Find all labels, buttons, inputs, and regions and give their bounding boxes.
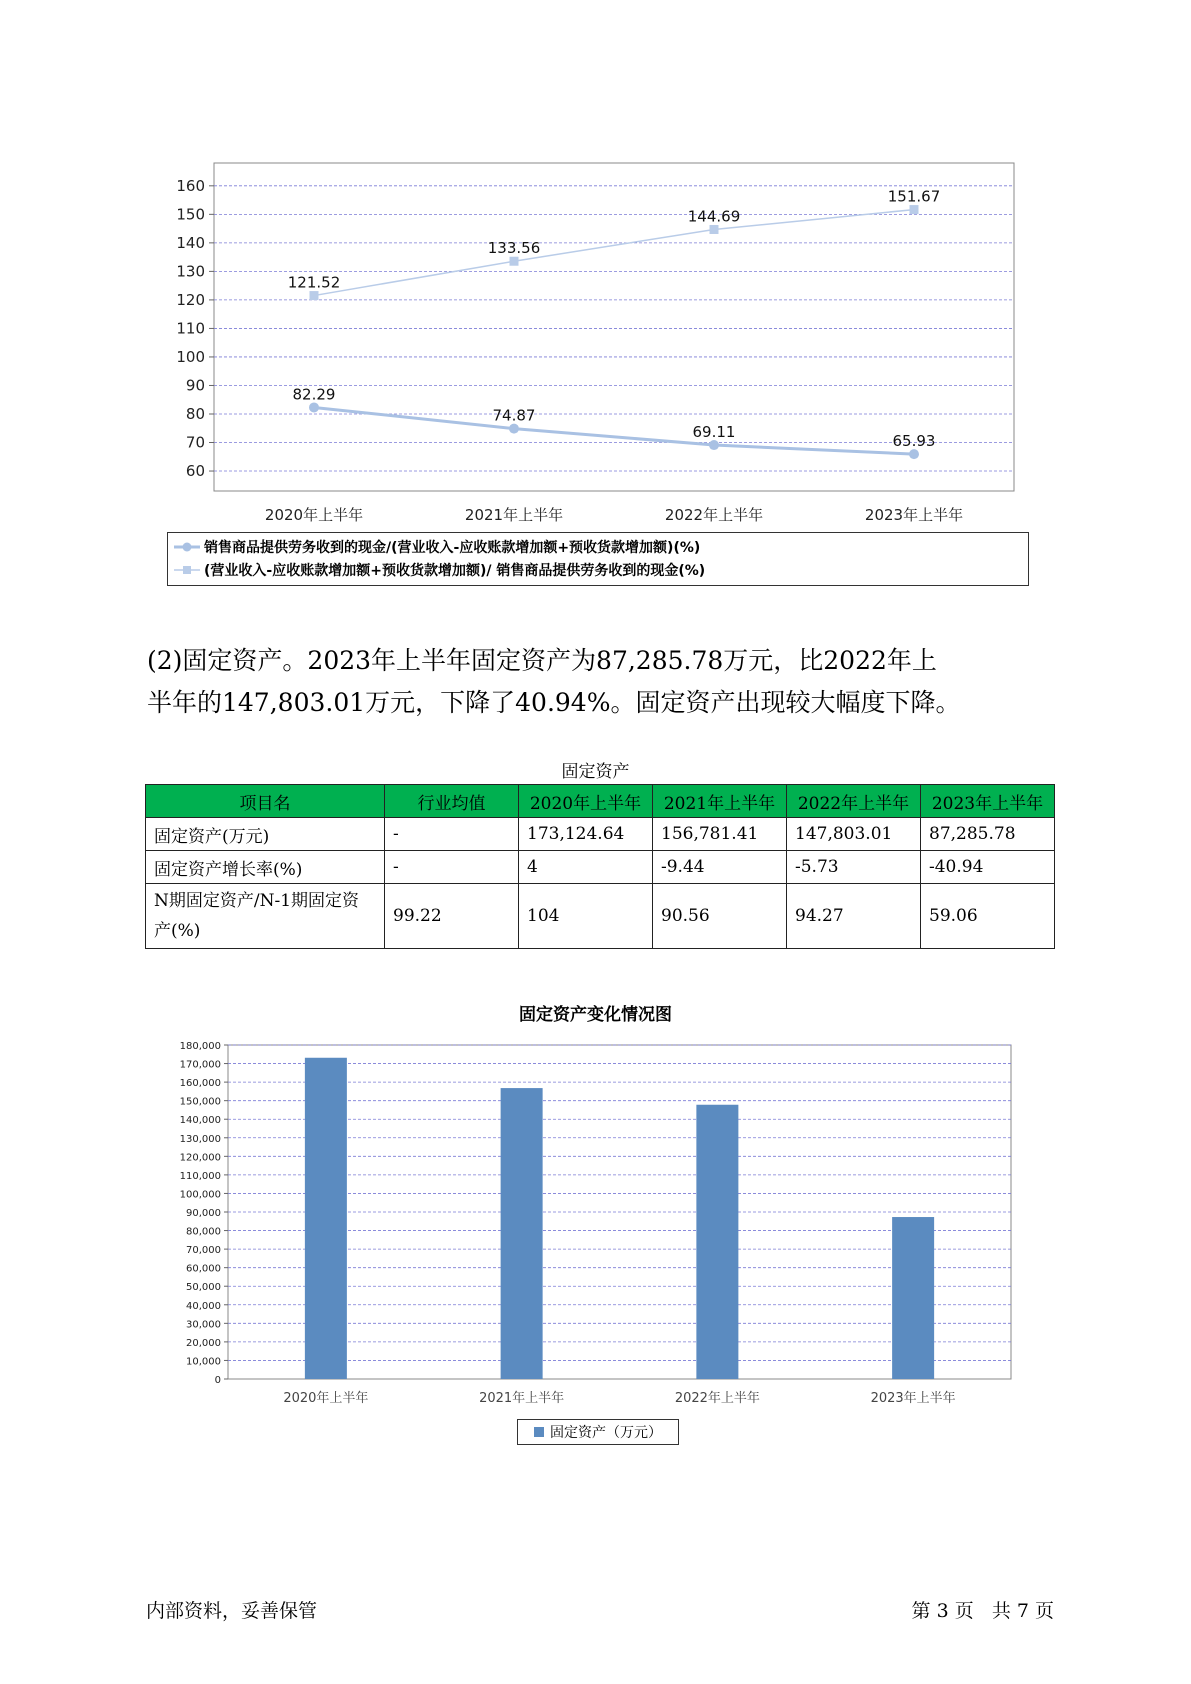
y-tick-label: 180,000 <box>179 1041 221 1052</box>
y-tick-label: 60 <box>185 462 205 481</box>
data-label: 151.67 <box>887 187 941 206</box>
table-row <box>146 818 1055 851</box>
square-marker-icon <box>174 563 200 577</box>
y-tick-label: 140,000 <box>179 1115 221 1127</box>
data-point <box>910 205 919 214</box>
y-tick-label: 70 <box>185 433 205 452</box>
table-cell: 156,781.41 <box>653 818 787 851</box>
y-tick-label: 10,000 <box>186 1356 221 1368</box>
table-header-cell: 行业均值 <box>385 785 519 818</box>
x-tick-label: 2022年上半年 <box>664 506 764 524</box>
table-cell: - <box>385 818 519 851</box>
footer-page-number: 第 3 页 共 7 页 <box>911 1600 1054 1622</box>
bar <box>501 1088 543 1379</box>
y-tick-label: 90,000 <box>186 1208 221 1219</box>
legend-label: 固定资产（万元） <box>550 1425 662 1441</box>
data-point <box>309 402 319 412</box>
table-cell: 173,124.64 <box>519 818 653 851</box>
y-tick-label: 20,000 <box>186 1337 221 1349</box>
y-tick-label: 140 <box>176 233 205 252</box>
y-tick-label: 130 <box>176 262 205 281</box>
table-cell: 4 <box>519 851 653 884</box>
x-tick-label: 2021年上半年 <box>464 506 564 524</box>
table-title: 固定资产 <box>561 762 630 782</box>
y-tick-label: 80,000 <box>186 1226 221 1238</box>
data-label: 65.93 <box>892 432 936 451</box>
bar-chart <box>0 1030 1191 1415</box>
table-cell: N期固定资产/N-1期固定资产(%) <box>146 884 385 949</box>
y-tick-label: 80 <box>185 404 205 423</box>
x-tick-label: 2023年上半年 <box>864 506 964 524</box>
legend-swatch-icon <box>534 1427 544 1437</box>
table-cell: 147,803.01 <box>787 818 921 851</box>
x-tick-label: 2020年上半年 <box>264 506 364 524</box>
y-tick-label: 90 <box>185 376 205 395</box>
data-label: 133.56 <box>487 239 541 258</box>
y-tick-label: 160,000 <box>179 1078 221 1090</box>
legend-label-series-2: (营业收入-应收账款增加额+预收货款增加额)/ 销售商品提供劳务收到的现金(%) <box>204 563 706 579</box>
x-tick-label: 2022年上半年 <box>674 1391 760 1406</box>
data-point <box>909 449 919 459</box>
y-tick-label: 100 <box>176 347 205 366</box>
legend-item-series-2 <box>174 559 705 581</box>
table-cell: 94.27 <box>787 884 921 949</box>
table-header-cell: 2020年上半年 <box>519 785 653 818</box>
paragraph-line-2: 半年的147,803.01万元，下降了40.94%。固定资产出现较大幅度下降。 <box>147 688 961 717</box>
table-header-cell: 2021年上半年 <box>653 785 787 818</box>
table-header-cell: 项目名 <box>146 785 385 818</box>
table-cell: 90.56 <box>653 884 787 949</box>
table-row <box>146 884 1055 949</box>
table-header-cell: 2022年上半年 <box>787 785 921 818</box>
y-tick-label: 120 <box>176 290 205 309</box>
y-tick-label: 170,000 <box>179 1059 221 1071</box>
table-cell: 59.06 <box>921 884 1055 949</box>
y-tick-label: 120,000 <box>179 1152 221 1164</box>
y-tick-label: 70,000 <box>186 1245 221 1257</box>
circle-marker-icon <box>174 540 200 554</box>
data-label: 82.29 <box>292 385 336 404</box>
y-tick-label: 130,000 <box>179 1133 221 1145</box>
bar <box>305 1058 347 1379</box>
table-cell: -5.73 <box>787 851 921 884</box>
data-label: 121.52 <box>287 273 341 292</box>
table-cell: 87,285.78 <box>921 818 1055 851</box>
table-row <box>146 851 1055 884</box>
x-tick-label: 2021年上半年 <box>479 1391 565 1406</box>
bar <box>892 1217 934 1379</box>
data-label: 144.69 <box>687 207 741 226</box>
table-cell: - <box>385 851 519 884</box>
legend-item-series-1 <box>174 536 700 558</box>
table-cell: 固定资产增长率(%) <box>146 851 385 884</box>
y-tick-label: 40,000 <box>186 1300 221 1312</box>
table-cell: 固定资产(万元) <box>146 818 385 851</box>
data-point <box>710 225 719 234</box>
y-tick-label: 150,000 <box>179 1096 221 1108</box>
table-cell: -40.94 <box>921 851 1055 884</box>
x-tick-label: 2020年上半年 <box>283 1391 369 1406</box>
legend-label-series-1: 销售商品提供劳务收到的现金/(营业收入-应收账款增加额+预收货款增加额)(%) <box>204 540 701 556</box>
paragraph-line-1: (2)固定资产。2023年上半年固定资产为87,285.78万元，比2022年上 <box>147 646 937 675</box>
footer-confidential-note: 内部资料，妥善保管 <box>146 1600 318 1622</box>
table-header-row <box>146 785 1055 818</box>
line-chart-legend <box>167 532 1029 586</box>
y-tick-label: 60,000 <box>186 1263 221 1275</box>
y-tick-label: 100,000 <box>179 1189 221 1201</box>
data-label: 74.87 <box>492 406 536 425</box>
line-chart <box>0 0 1191 530</box>
data-point <box>310 291 319 300</box>
y-tick-label: 160 <box>176 176 205 195</box>
bar-chart-legend <box>517 1419 679 1445</box>
data-point <box>709 440 719 450</box>
data-point <box>509 424 519 434</box>
table-header-cell: 2023年上半年 <box>921 785 1055 818</box>
y-tick-label: 30,000 <box>186 1319 221 1331</box>
data-point <box>510 257 519 266</box>
table-cell: 104 <box>519 884 653 949</box>
y-tick-label: 110 <box>176 319 205 338</box>
bar-chart-title: 固定资产变化情况图 <box>519 1005 672 1025</box>
y-tick-label: 110,000 <box>179 1170 221 1182</box>
table-cell: 99.22 <box>385 884 519 949</box>
y-tick-label: 0 <box>214 1375 221 1386</box>
table-cell: -9.44 <box>653 851 787 884</box>
y-tick-label: 50,000 <box>186 1282 221 1294</box>
x-tick-label: 2023年上半年 <box>870 1391 956 1406</box>
fixed-assets-table <box>145 784 1055 949</box>
data-label: 69.11 <box>692 423 736 442</box>
bar <box>696 1105 738 1379</box>
y-tick-label: 150 <box>176 205 205 224</box>
